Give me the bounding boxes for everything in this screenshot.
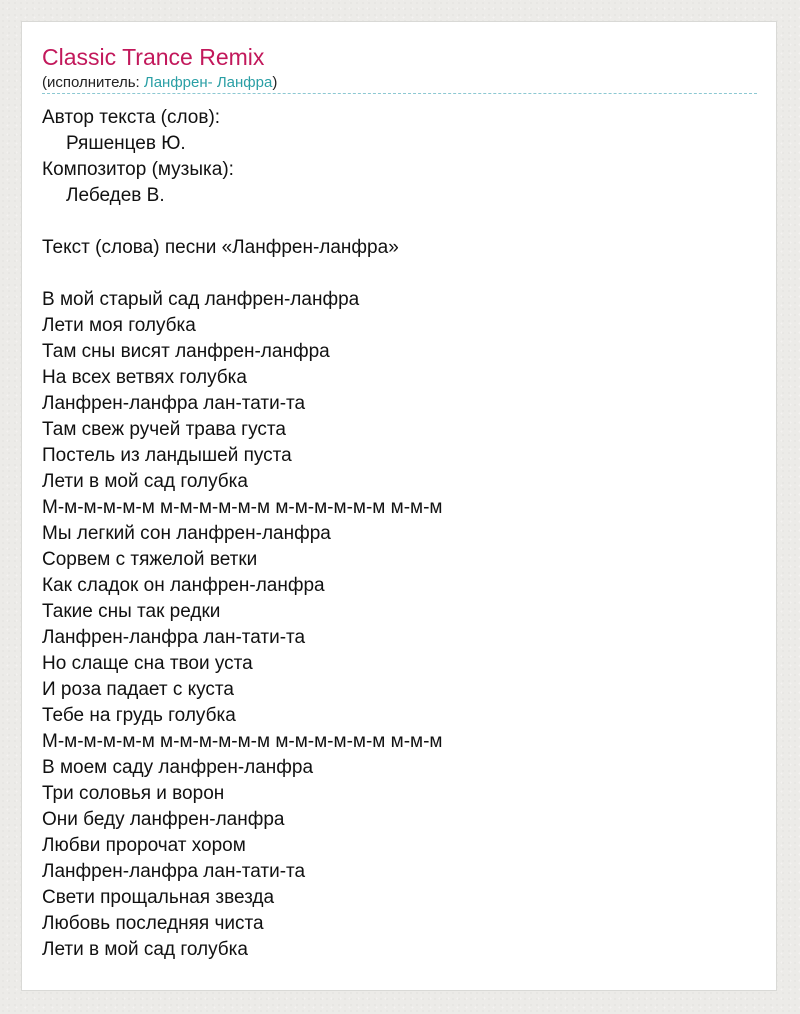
lyric-line: Три соловья и ворон [42,783,225,804]
lyric-line: Мы легкий сон ланфрен-ланфра [42,523,331,544]
lyric-line: Как сладок он ланфрен-ланфра [42,575,325,596]
artist-prefix: (исполнитель: [42,74,144,91]
composer-name: Лебедев В. [66,185,165,206]
lyric-line: Ланфрен-ланфра лан-тати-та [42,627,306,648]
lyric-line: Тебе на грудь голубка [42,705,236,726]
lyric-line: Лети моя голубка [42,315,196,336]
artist-link[interactable]: Ланфрен- Ланфра [143,74,273,91]
lyrics-card [21,21,777,991]
lyricist-label: Автор текста (слов): [42,107,221,128]
lyrics-list [42,287,442,963]
lyric-line: Такие сны так редки [42,601,221,622]
lyric-line: Они беду ланфрен-ланфра [42,809,285,830]
lyrics-heading: Текст (слова) песни «Ланфрен-ланфра» [42,237,399,258]
lyric-line: Там сны висят ланфрен-ланфра [42,341,330,362]
lyric-line: Лети в мой сад голубка [42,939,248,960]
lyric-line: Ланфрен-ланфра лан-тати-та [42,861,306,882]
credits-block [42,105,234,209]
lyricist-name: Ряшенцев Ю. [66,133,186,154]
lyric-line: Там свеж ручей трава густа [42,419,286,440]
lyric-line: Любовь последняя чиста [42,913,264,934]
artist-line [42,74,277,92]
lyric-line: Лети в мой сад голубка [42,471,248,492]
lyric-line: Но слаще сна твои уста [42,653,253,674]
title-divider [42,93,757,94]
song-title: Classic Trance Remix [42,44,265,70]
composer-label: Композитор (музыка): [42,159,234,180]
lyric-line: М-м-м-м-м-м м-м-м-м-м-м м-м-м-м-м-м м-м-м [42,497,443,518]
lyric-line: Сорвем с тяжелой ветки [42,549,258,570]
lyric-line: В моем саду ланфрен-ланфра [42,757,314,778]
lyric-line: И роза падает с куста [42,679,234,700]
lyric-line: Свети прощальная звезда [42,887,275,908]
artist-suffix: ) [272,74,278,91]
lyric-line: Любви пророчат хором [42,835,246,856]
lyric-line: М-м-м-м-м-м м-м-м-м-м-м м-м-м-м-м-м м-м-м [42,731,443,752]
lyric-line: Постель из ландышей пуста [42,445,292,466]
lyric-line: Ланфрен-ланфра лан-тати-та [42,393,306,414]
lyric-line: В мой старый сад ланфрен-ланфра [42,289,360,310]
lyric-line: На всех ветвях голубка [42,367,247,388]
